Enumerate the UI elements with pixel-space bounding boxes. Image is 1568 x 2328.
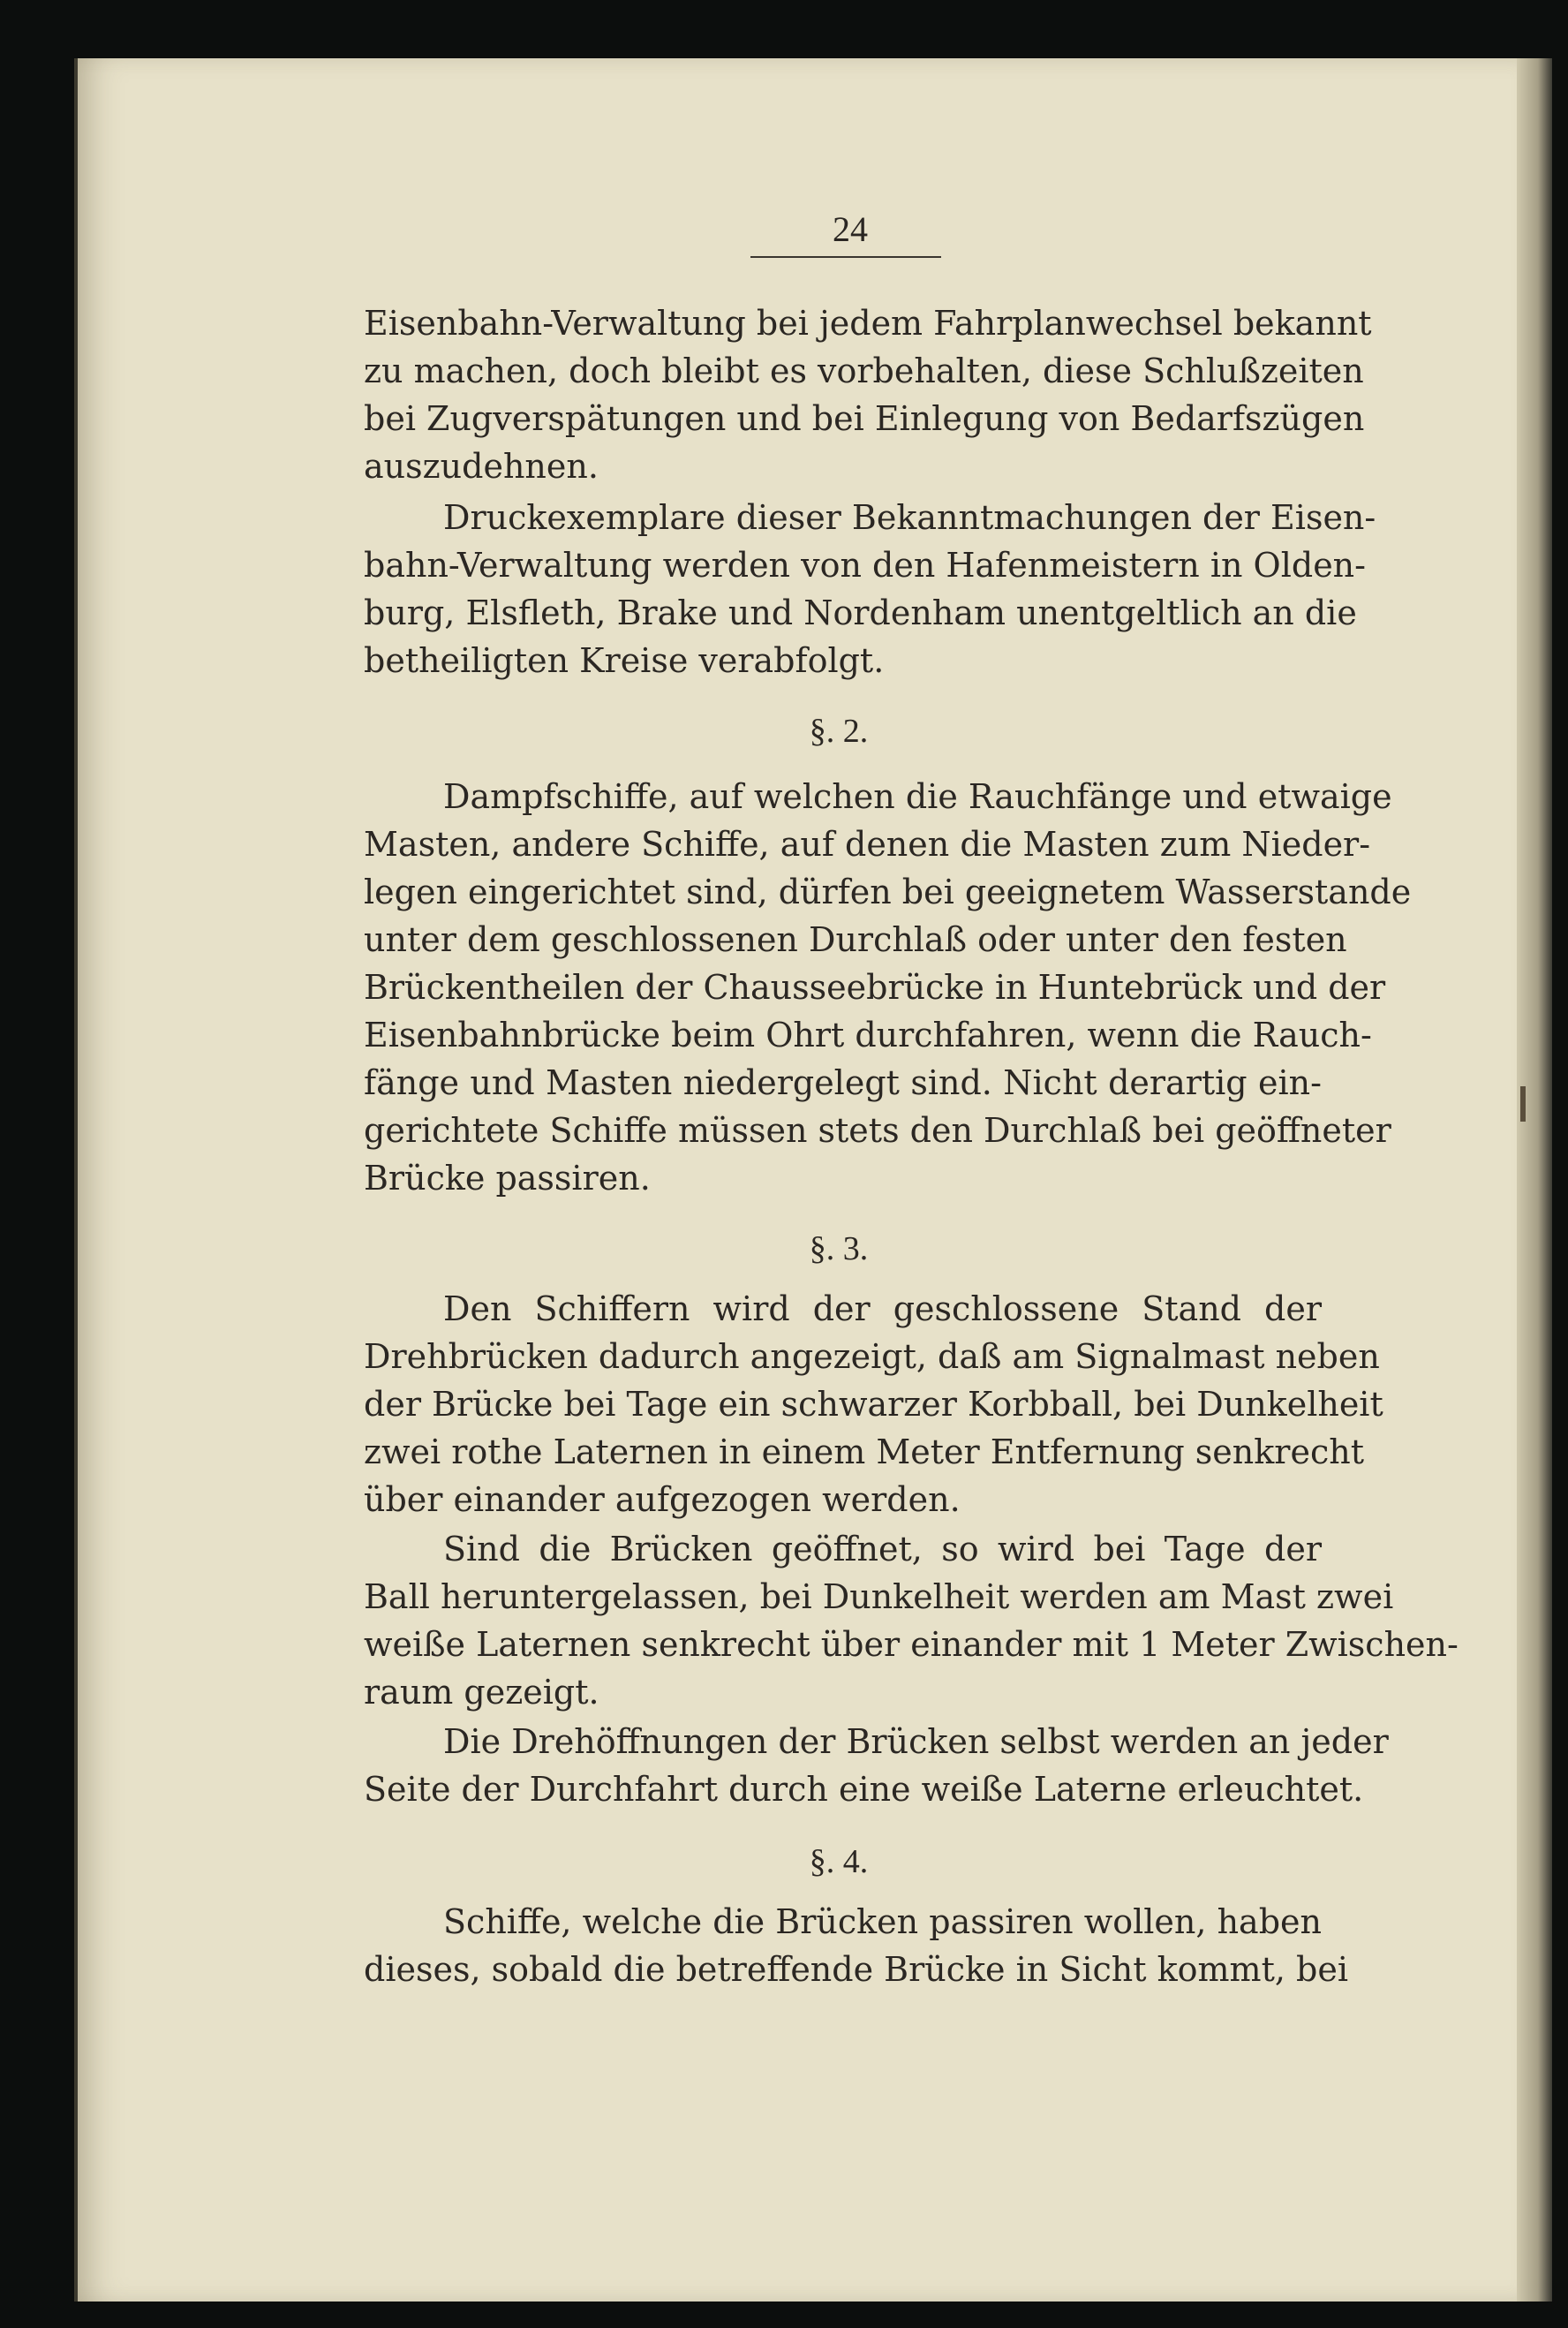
text-line: Eisenbahnbrücke beim Ohrt durchfahren, wenn die Rauch- <box>364 1016 1372 1054</box>
text-line: dieses, sobald die betreffende Brücke in Sicht kommt, bei <box>364 1950 1348 1989</box>
section-heading: §. 3. <box>809 1230 869 1267</box>
text-line: raum gezeigt. <box>364 1673 599 1712</box>
text-line: Seite der Durchfahrt durch eine weiße Laterne erleuchtet. <box>364 1770 1364 1809</box>
text-line: auszudehnen. <box>364 447 599 486</box>
text-line: gerichtete Schiffe müssen stets den Durchlaß bei geöffneter <box>364 1111 1391 1150</box>
text-line: Brückentheilen der Chausseebrücke in Huntebrück und der <box>364 968 1386 1007</box>
text-line: Drehbrücken dadurch angezeigt, daß am Signalmast neben <box>364 1337 1380 1376</box>
text-line: legen eingerichtet sind, dürfen bei geeignetem Wasserstande <box>364 873 1412 911</box>
text-line: Die Drehöffnungen der Brücken selbst werden an jeder <box>443 1722 1389 1761</box>
text-line: Masten, andere Schiffe, auf denen die Masten zum Nieder- <box>364 825 1371 864</box>
text-line: zwei rothe Laternen in einem Meter Entfernung senkrecht <box>364 1432 1364 1471</box>
text-line: burg, Elsfleth, Brake und Nordenham unentgeltlich an die <box>364 593 1357 632</box>
edge-mark <box>1520 1086 1526 1122</box>
section-heading: §. 2. <box>809 713 869 750</box>
text-line: Schiffe, welche die Brücken passiren wollen, haben <box>443 1902 1322 1941</box>
text-line: Den Schiffern wird der geschlossene Stand der <box>443 1289 1322 1328</box>
page-number-rule <box>750 256 941 258</box>
page-number: 24 <box>833 209 868 249</box>
text-line: Druckexemplare dieser Bekanntmachungen der Eisen- <box>443 498 1376 537</box>
text-line: zu machen, doch bleibt es vorbehalten, diese Schlußzeiten <box>364 351 1364 390</box>
text-line: weiße Laternen senkrecht über einander mit 1 Meter Zwischen- <box>364 1625 1459 1664</box>
section-heading: §. 4. <box>809 1843 869 1880</box>
text-line: betheiligten Kreise verabfolgt. <box>364 641 885 680</box>
text-line: Dampfschiffe, auf welchen die Rauchfänge und etwaige <box>443 777 1392 816</box>
text-line: fänge und Masten niedergelegt sind. Nicht derartig ein- <box>364 1063 1322 1102</box>
text-line: unter dem geschlossenen Durchlaß oder unter den festen <box>364 920 1347 959</box>
text-line: Brücke passiren. <box>364 1159 651 1198</box>
text-line: Sind die Brücken geöffnet, so wird bei Tage der <box>443 1530 1322 1568</box>
page-edge <box>1517 58 1552 2302</box>
text-line: bahn-Verwaltung werden von den Hafenmeistern in Olden- <box>364 546 1366 585</box>
text-line: Eisenbahn-Verwaltung bei jedem Fahrplanwechsel bekannt <box>364 304 1372 343</box>
text-line: über einander aufgezogen werden. <box>364 1480 961 1519</box>
text-line: bei Zugverspätungen und bei Einlegung von Bedarfszügen <box>364 399 1365 438</box>
text-line: der Brücke bei Tage ein schwarzer Korbball, bei Dunkelheit <box>364 1385 1383 1424</box>
text-line: Ball heruntergelassen, bei Dunkelheit werden am Mast zwei <box>364 1577 1394 1616</box>
